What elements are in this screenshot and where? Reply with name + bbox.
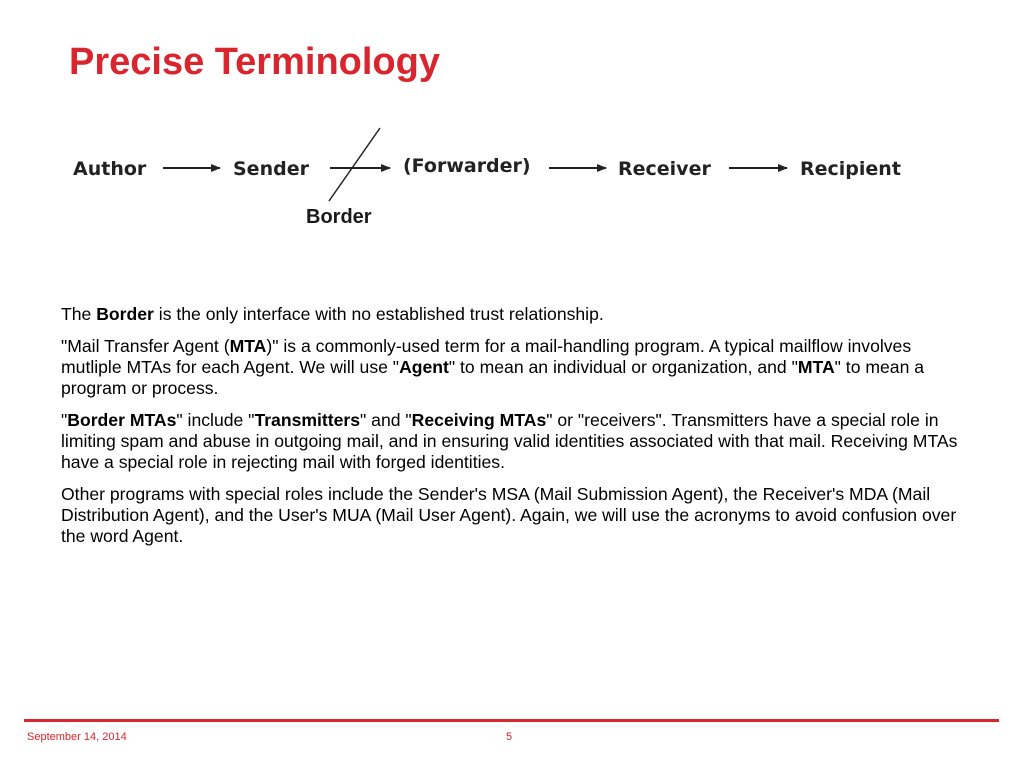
border-line [329,128,380,201]
mail-flow-diagram [0,0,1024,260]
footer-rule [24,719,999,722]
node-forwarder: (Forwarder) [403,155,531,177]
paragraph-other-programs: Other programs with special roles include the Sender's MSA (Mail Submission Agent), the Receiver's MDA (Mail Distribution Agent), and the User's MUA (Mail User Agent). Again, we will use the acronyms to avoid confusion over the word Agent. [61,484,957,546]
node-sender: Sender [233,158,309,180]
border-label: Border [306,206,372,228]
node-author: Author [73,158,147,180]
paragraph-border: The Border is the only interface with no established trust relationship. [61,304,604,324]
body-text [61,304,973,558]
node-recipient: Recipient [800,158,901,180]
footer-page-number: 5 [506,731,513,743]
node-receiver: Receiver [618,158,711,180]
slide-title: Precise Terminology [69,41,440,83]
paragraph-border-mtas: "Border MTAs" include "Transmitters" and "Receiving MTAs" or "receivers". Transmitters have a special role in limiting spam and abuse in outgoing mail, and in ensuring valid identities associated with that mail. Receiving MTAs have a special role in rejecting mail with forged identities. [61,410,958,472]
paragraph-mta: "Mail Transfer Agent (MTA)" is a commonly-used term for a mail-handling program. A typical mailflow involves mutliple MTAs for each Agent. We will use "Agent" to mean an individual or organization, and "MTA" to mean a program or process. [61,336,925,398]
footer-date: September 14, 2014 [27,731,127,743]
